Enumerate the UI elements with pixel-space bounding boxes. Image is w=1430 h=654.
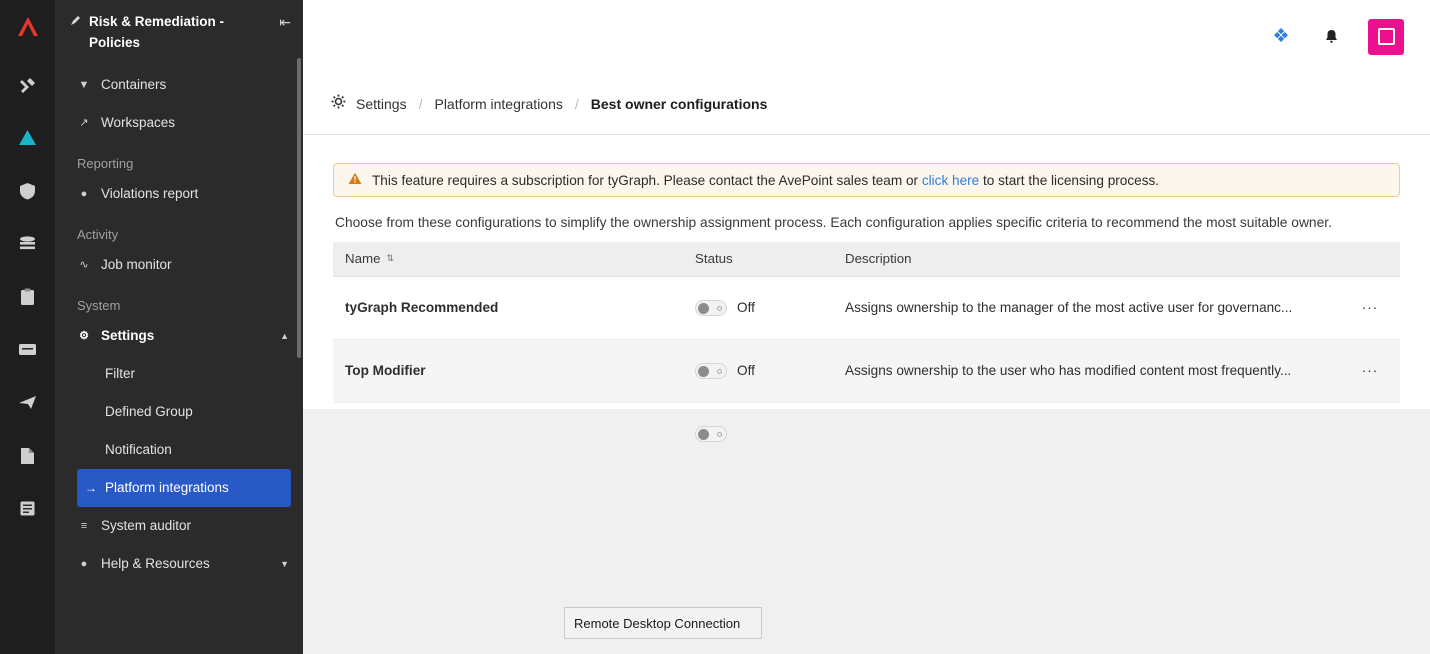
row-actions-button[interactable]: ··· — [1340, 276, 1400, 339]
toggle-knob — [698, 366, 709, 377]
breadcrumb-item-platform-integrations[interactable]: Platform integrations — [434, 95, 563, 112]
rail-item-database[interactable] — [8, 217, 48, 270]
status-toggle[interactable] — [695, 363, 727, 379]
toggle-off-marker — [717, 306, 722, 311]
toggle-knob — [698, 303, 709, 314]
remote-desktop-connection-label: Remote Desktop Connection — [574, 615, 741, 631]
toggle-knob — [698, 429, 709, 440]
containers-icon: ▼ — [78, 78, 90, 91]
rail-item-migration[interactable] — [8, 376, 48, 429]
column-header-name[interactable] — [333, 242, 683, 276]
avatar[interactable] — [1368, 19, 1404, 55]
breadcrumb-separator: / — [574, 95, 579, 112]
top-bar — [303, 0, 1430, 73]
table-header-row — [333, 242, 1400, 276]
pin-icon[interactable] — [69, 12, 81, 30]
sidebar-nav — [55, 64, 303, 583]
table-row[interactable] — [333, 339, 1400, 402]
column-label: Name — [345, 251, 381, 267]
rail-item-shield[interactable] — [8, 164, 48, 217]
sidebar-item-notification[interactable] — [55, 431, 303, 469]
toggle-off-marker — [717, 432, 722, 437]
collapse-panel-icon[interactable]: ⇤ — [279, 14, 291, 30]
sidebar-item-label: Notification — [105, 442, 172, 458]
secondary-sidebar — [55, 0, 303, 654]
sidebar-item-label: Platform integrations — [105, 480, 229, 496]
sidebar-item-containers[interactable] — [55, 66, 303, 104]
workspaces-icon: ↗ — [79, 117, 89, 130]
click-here-link[interactable]: click here — [921, 172, 980, 188]
arrow-right-icon: → — [85, 480, 97, 495]
avatar-glyph — [1378, 28, 1395, 45]
banner-text-after: to start the licensing process. — [979, 172, 1160, 188]
system-auditor-icon: ≡ — [80, 519, 88, 532]
page-helper-text: Choose from these configurations to simplify the ownership assignment process. Each configuration applies specific criteria to recommend the most suitable owner. — [335, 215, 1332, 230]
sidebar-item-help-resources[interactable] — [55, 545, 303, 583]
remote-desktop-connection-item[interactable] — [564, 607, 762, 639]
rail-item-document[interactable] — [8, 429, 48, 482]
table-row[interactable] — [333, 276, 1400, 339]
banner-text-before: This feature requires a subscription for tyGraph. Please contact the AvePoint sales team or — [372, 172, 922, 188]
breadcrumb-separator: / — [418, 95, 423, 112]
main-region — [303, 0, 1430, 654]
sidebar-item-label: Help & Resources — [101, 556, 210, 572]
content-footer-area — [303, 409, 1430, 654]
sidebar-item-label: Job monitor — [101, 257, 172, 273]
sidebar-item-job-monitor[interactable] — [55, 246, 303, 284]
sidebar-group-reporting: Reporting — [77, 155, 134, 171]
row-actions-button[interactable]: ··· — [1340, 339, 1400, 402]
sidebar-scrollbar-thumb[interactable] — [297, 58, 301, 358]
sort-arrows-icon[interactable]: ⇅ — [386, 253, 394, 264]
breadcrumb-item-settings[interactable]: Settings — [356, 95, 407, 112]
column-header-actions — [1340, 242, 1400, 276]
product-icon-rail — [0, 0, 55, 654]
status-label: Off — [737, 363, 755, 378]
banner-text — [372, 173, 1159, 188]
column-label: Description — [845, 251, 912, 267]
avepoint-logo-icon[interactable] — [11, 10, 45, 44]
license-warning-banner — [333, 163, 1400, 197]
sidebar-title: Risk & Remediation - Policies — [89, 14, 225, 50]
row-status — [683, 276, 833, 339]
sort-control-name[interactable] — [345, 251, 393, 266]
job-monitor-icon: ∿ — [79, 259, 89, 272]
column-header-description — [833, 242, 1340, 276]
row-name: tyGraph Recommended — [333, 276, 683, 339]
bell-icon[interactable] — [1318, 24, 1344, 50]
rail-item-book[interactable] — [8, 482, 48, 535]
row-description: Assigns ownership to the manager of the most active user for governanc... — [833, 276, 1340, 339]
status-toggle[interactable] — [695, 300, 727, 316]
rail-item-tools[interactable] — [8, 58, 48, 111]
status-toggle-wrap[interactable] — [695, 300, 821, 316]
help-icon: ● — [80, 557, 88, 570]
sidebar-item-violations-report[interactable] — [55, 175, 303, 213]
sidebar-item-label: Workspaces — [101, 115, 176, 131]
column-header-status — [683, 242, 833, 276]
breadcrumb — [303, 73, 1430, 135]
sidebar-item-platform-integrations[interactable] — [77, 469, 291, 507]
rail-item-archive[interactable] — [8, 323, 48, 376]
sidebar-item-label: Settings — [101, 328, 155, 344]
rail-item-clipboard[interactable] — [8, 270, 48, 323]
warning-triangle-icon — [348, 172, 362, 188]
sidebar-item-workspaces[interactable] — [55, 104, 303, 142]
chevron-down-icon[interactable]: ▼ — [280, 558, 289, 569]
gear-icon: ⚙ — [79, 330, 89, 343]
sidebar-item-label: Defined Group — [105, 404, 193, 420]
column-label: Status — [695, 251, 733, 267]
sidebar-item-settings[interactable] — [55, 317, 303, 355]
status-label: Off — [737, 300, 755, 315]
sidebar-item-label: Violations report — [101, 186, 199, 202]
table-header — [333, 242, 1400, 276]
breadcrumb-item-current: Best owner configurations — [590, 95, 768, 112]
gear-icon — [331, 94, 346, 113]
sidebar-item-label: Filter — [105, 366, 135, 382]
sidebar-group-system: System — [77, 297, 121, 313]
sidebar-header — [55, 0, 303, 64]
rail-item-risk[interactable] — [8, 111, 48, 164]
sidebar-item-label: Containers — [101, 77, 167, 93]
status-toggle[interactable] — [695, 426, 727, 442]
toggle-off-marker — [717, 369, 722, 374]
chevron-up-icon[interactable]: ▲ — [280, 330, 289, 341]
sidebar-item-label: System auditor — [101, 518, 192, 534]
sidebar-item-filter[interactable] — [55, 355, 303, 393]
page-content — [303, 135, 1430, 409]
row-name: Top Modifier — [333, 339, 683, 402]
sidebar-item-defined-group[interactable] — [55, 393, 303, 431]
violations-report-icon: ● — [80, 187, 88, 200]
sidebar-group-activity: Activity — [77, 226, 119, 242]
sidebar-item-system-auditor[interactable] — [55, 507, 303, 545]
row-status — [683, 339, 833, 402]
status-toggle-wrap[interactable] — [695, 363, 821, 379]
row-description: Assigns ownership to the user who has modified content most frequently... — [833, 339, 1340, 402]
diamond-app-icon[interactable]: ❖ — [1272, 26, 1290, 47]
